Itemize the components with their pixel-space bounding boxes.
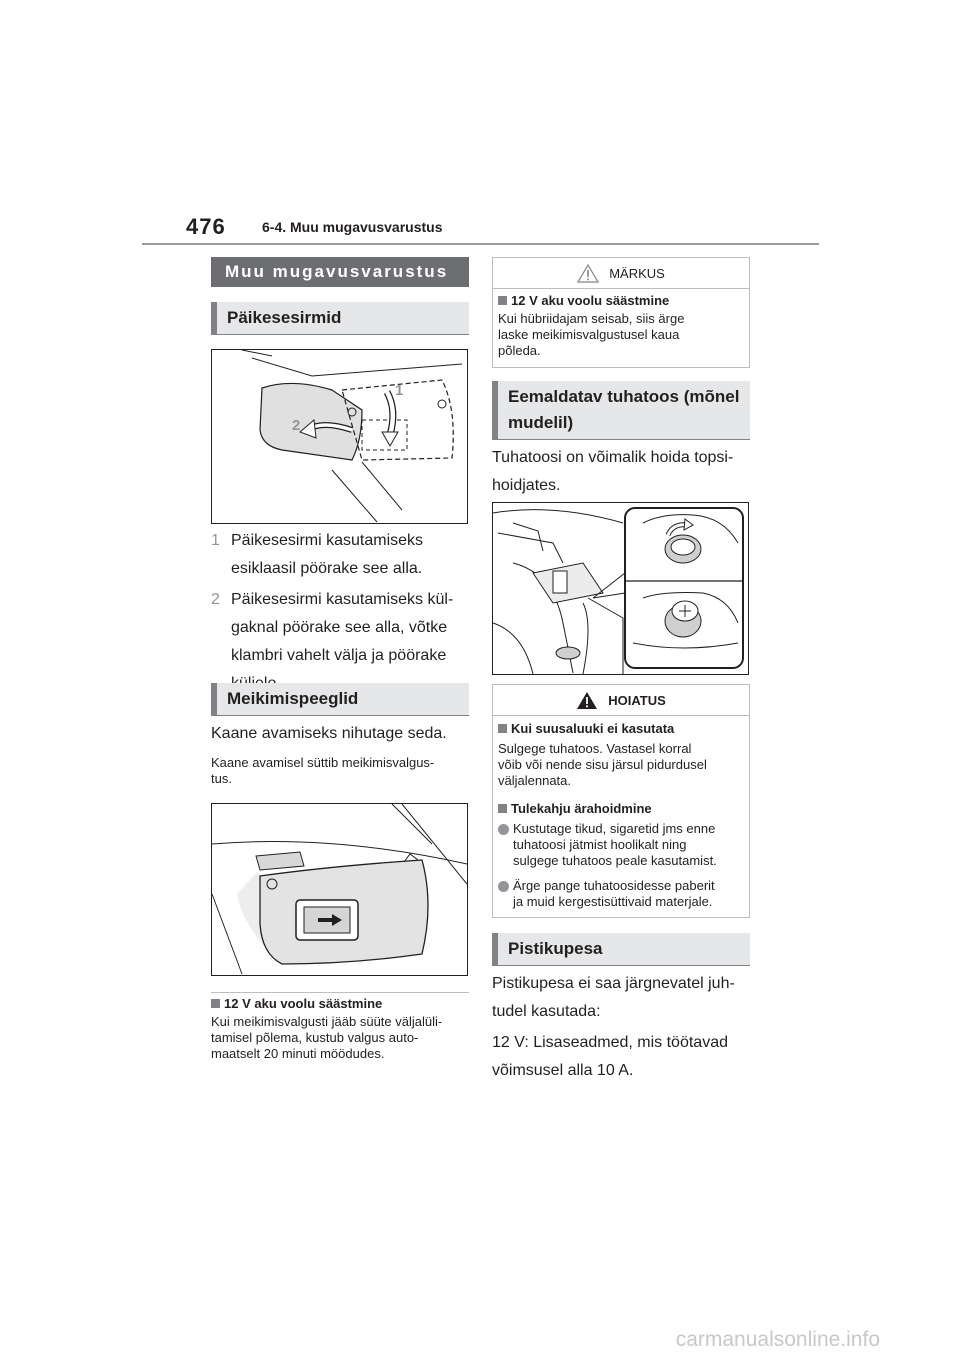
mirrors-note-title-text: 12 V aku voolu säästmine (224, 996, 383, 1011)
caution-bullet-2 (498, 878, 744, 910)
step-2-line: Päikesesirmi kasutamiseks kül- (231, 591, 454, 608)
mirrors-small-text (211, 755, 473, 787)
figure-label-2: 2 (292, 417, 301, 434)
mirror-drawing (212, 804, 467, 975)
mirrors-note-title (211, 996, 473, 1011)
socket-body (492, 970, 754, 1085)
socket-body-line: Pistikupesa ei saa järgnevatel juh- (492, 975, 735, 992)
step-1-number: 1 (211, 532, 220, 549)
mirrors-heading-rule (211, 715, 469, 716)
caution-sub1-body (498, 741, 744, 789)
square-bullet-icon (498, 296, 507, 305)
square-bullet-icon (211, 999, 220, 1008)
mirrors-note-line: tamisel põlema, kustub valgus auto- (211, 1030, 419, 1045)
sunvisor-illustration (211, 349, 468, 524)
caution-bullet-line: Kustutage tikud, sigaretid jms enne (513, 821, 716, 836)
figure-label-1: 1 (395, 382, 404, 399)
mirrors-small-line: tus. (211, 771, 232, 786)
notice-line: laske meikimisvalgustusel kaua (498, 327, 680, 342)
sunvisor-heading (211, 302, 469, 334)
ashtray-heading-rule (492, 439, 750, 440)
mirrors-note-body (211, 1014, 473, 1062)
caution-sub1-title-text: Kui suusaluuki ei kasutata (511, 721, 675, 736)
mirrors-heading-text: Meikimispeeglid (227, 689, 359, 708)
note-rule (211, 992, 469, 993)
notice-header (493, 258, 749, 289)
caution-sub2-title-text: Tulekahju ärahoidmine (511, 801, 652, 816)
sunvisor-heading-text: Päikesesirmid (227, 308, 342, 327)
ashtray-body (492, 444, 754, 500)
caution-sub2-title (498, 801, 744, 816)
step-1-line: esiklaasil pöörake see alla. (231, 560, 423, 577)
mirrors-note-line: maatselt 20 minuti möödudes. (211, 1046, 385, 1061)
notice-title-text: 12 V aku voolu säästmine (511, 293, 670, 308)
warning-triangle-icon (576, 691, 598, 710)
caution-bullet-1 (498, 821, 744, 869)
round-bullet-icon (498, 881, 509, 892)
caution-header (493, 685, 749, 716)
caution-line: võib või nende sisu järsul pidurdusel (498, 757, 707, 772)
caution-line: väljalennata. (498, 773, 571, 788)
step-2 (211, 586, 473, 698)
notice-line: põleda. (498, 343, 541, 358)
round-bullet-icon (498, 824, 509, 835)
notice-line: Kui hübriidajam seisab, siis ärge (498, 311, 685, 326)
caution-box (492, 684, 750, 918)
ashtray-drawing (493, 503, 748, 674)
caution-label: HOIATUS (608, 692, 666, 708)
watermark: carmanualsonline.info (675, 1328, 880, 1351)
ashtray-illustration (492, 502, 749, 675)
step-2-line: klambri vahelt välja ja pöörake (231, 647, 447, 664)
ashtray-heading (492, 381, 750, 439)
step-2-number: 2 (211, 591, 220, 608)
caution-bullet-line: tuhatoosi jätmist hoolikalt ning (513, 837, 687, 852)
mirrors-note (211, 996, 473, 1062)
socket-body-line: 12 V: Lisaseadmed, mis töötavad (492, 1034, 728, 1051)
notice-title (498, 293, 744, 308)
section-banner: Muu mugavusvarustus (211, 257, 469, 287)
socket-body-line: võimsusel alla 10 A. (492, 1062, 634, 1079)
caution-line: Sulgege tuhatoos. Vastasel korral (498, 741, 692, 756)
caution-bullet-line: sulgege tuhatoos peale kasutamist. (513, 853, 717, 868)
square-bullet-icon (498, 724, 507, 733)
sunvisor-heading-rule (211, 334, 469, 335)
step-1-line: Päikesesirmi kasutamiseks (231, 532, 424, 549)
chapter-title: 6-4. Muu mugavusvarustus (262, 219, 443, 235)
socket-heading (492, 933, 750, 965)
caution-sub1-title (498, 721, 744, 736)
mirrors-heading (211, 683, 469, 715)
ashtray-heading-line: mudelil) (508, 413, 574, 432)
square-bullet-icon (498, 804, 507, 813)
ashtray-heading-line: Eemaldatav tuhatoos (mõnel (508, 387, 740, 406)
mirrors-body: Kaane avamiseks nihutage seda. (211, 725, 447, 742)
ashtray-body-line: Tuhatoosi on võimalik hoida topsi- (492, 449, 734, 466)
socket-heading-text: Pistikupesa (508, 939, 603, 958)
sunvisor-steps (211, 527, 473, 698)
mirrors-note-line: Kui meikimisvalgusti jääb süüte väljalüli- (211, 1014, 443, 1029)
step-1 (211, 527, 473, 583)
mirrors-small-line: Kaane avamisel süttib meikimisvalgus- (211, 755, 435, 770)
notice-label: MÄRKUS (609, 265, 665, 281)
caution-bullet-line: ja muid kergestisüttivaid materjale. (513, 894, 713, 909)
step-2-line: gaknal pöörake see alla, võtke (231, 619, 448, 636)
page-number: 476 (186, 214, 226, 239)
ashtray-body-line: hoidjates. (492, 477, 561, 494)
notice-box (492, 257, 750, 368)
caution-bullet-line: Ärge pange tuhatoosidesse paberit (513, 878, 715, 893)
socket-heading-rule (492, 965, 750, 966)
socket-body-line: tudel kasutada: (492, 1003, 601, 1020)
mirror-illustration (211, 803, 468, 976)
header-divider (142, 243, 819, 245)
warning-triangle-outline-icon (577, 264, 599, 283)
sunvisor-drawing (212, 350, 467, 523)
notice-body (498, 311, 744, 359)
